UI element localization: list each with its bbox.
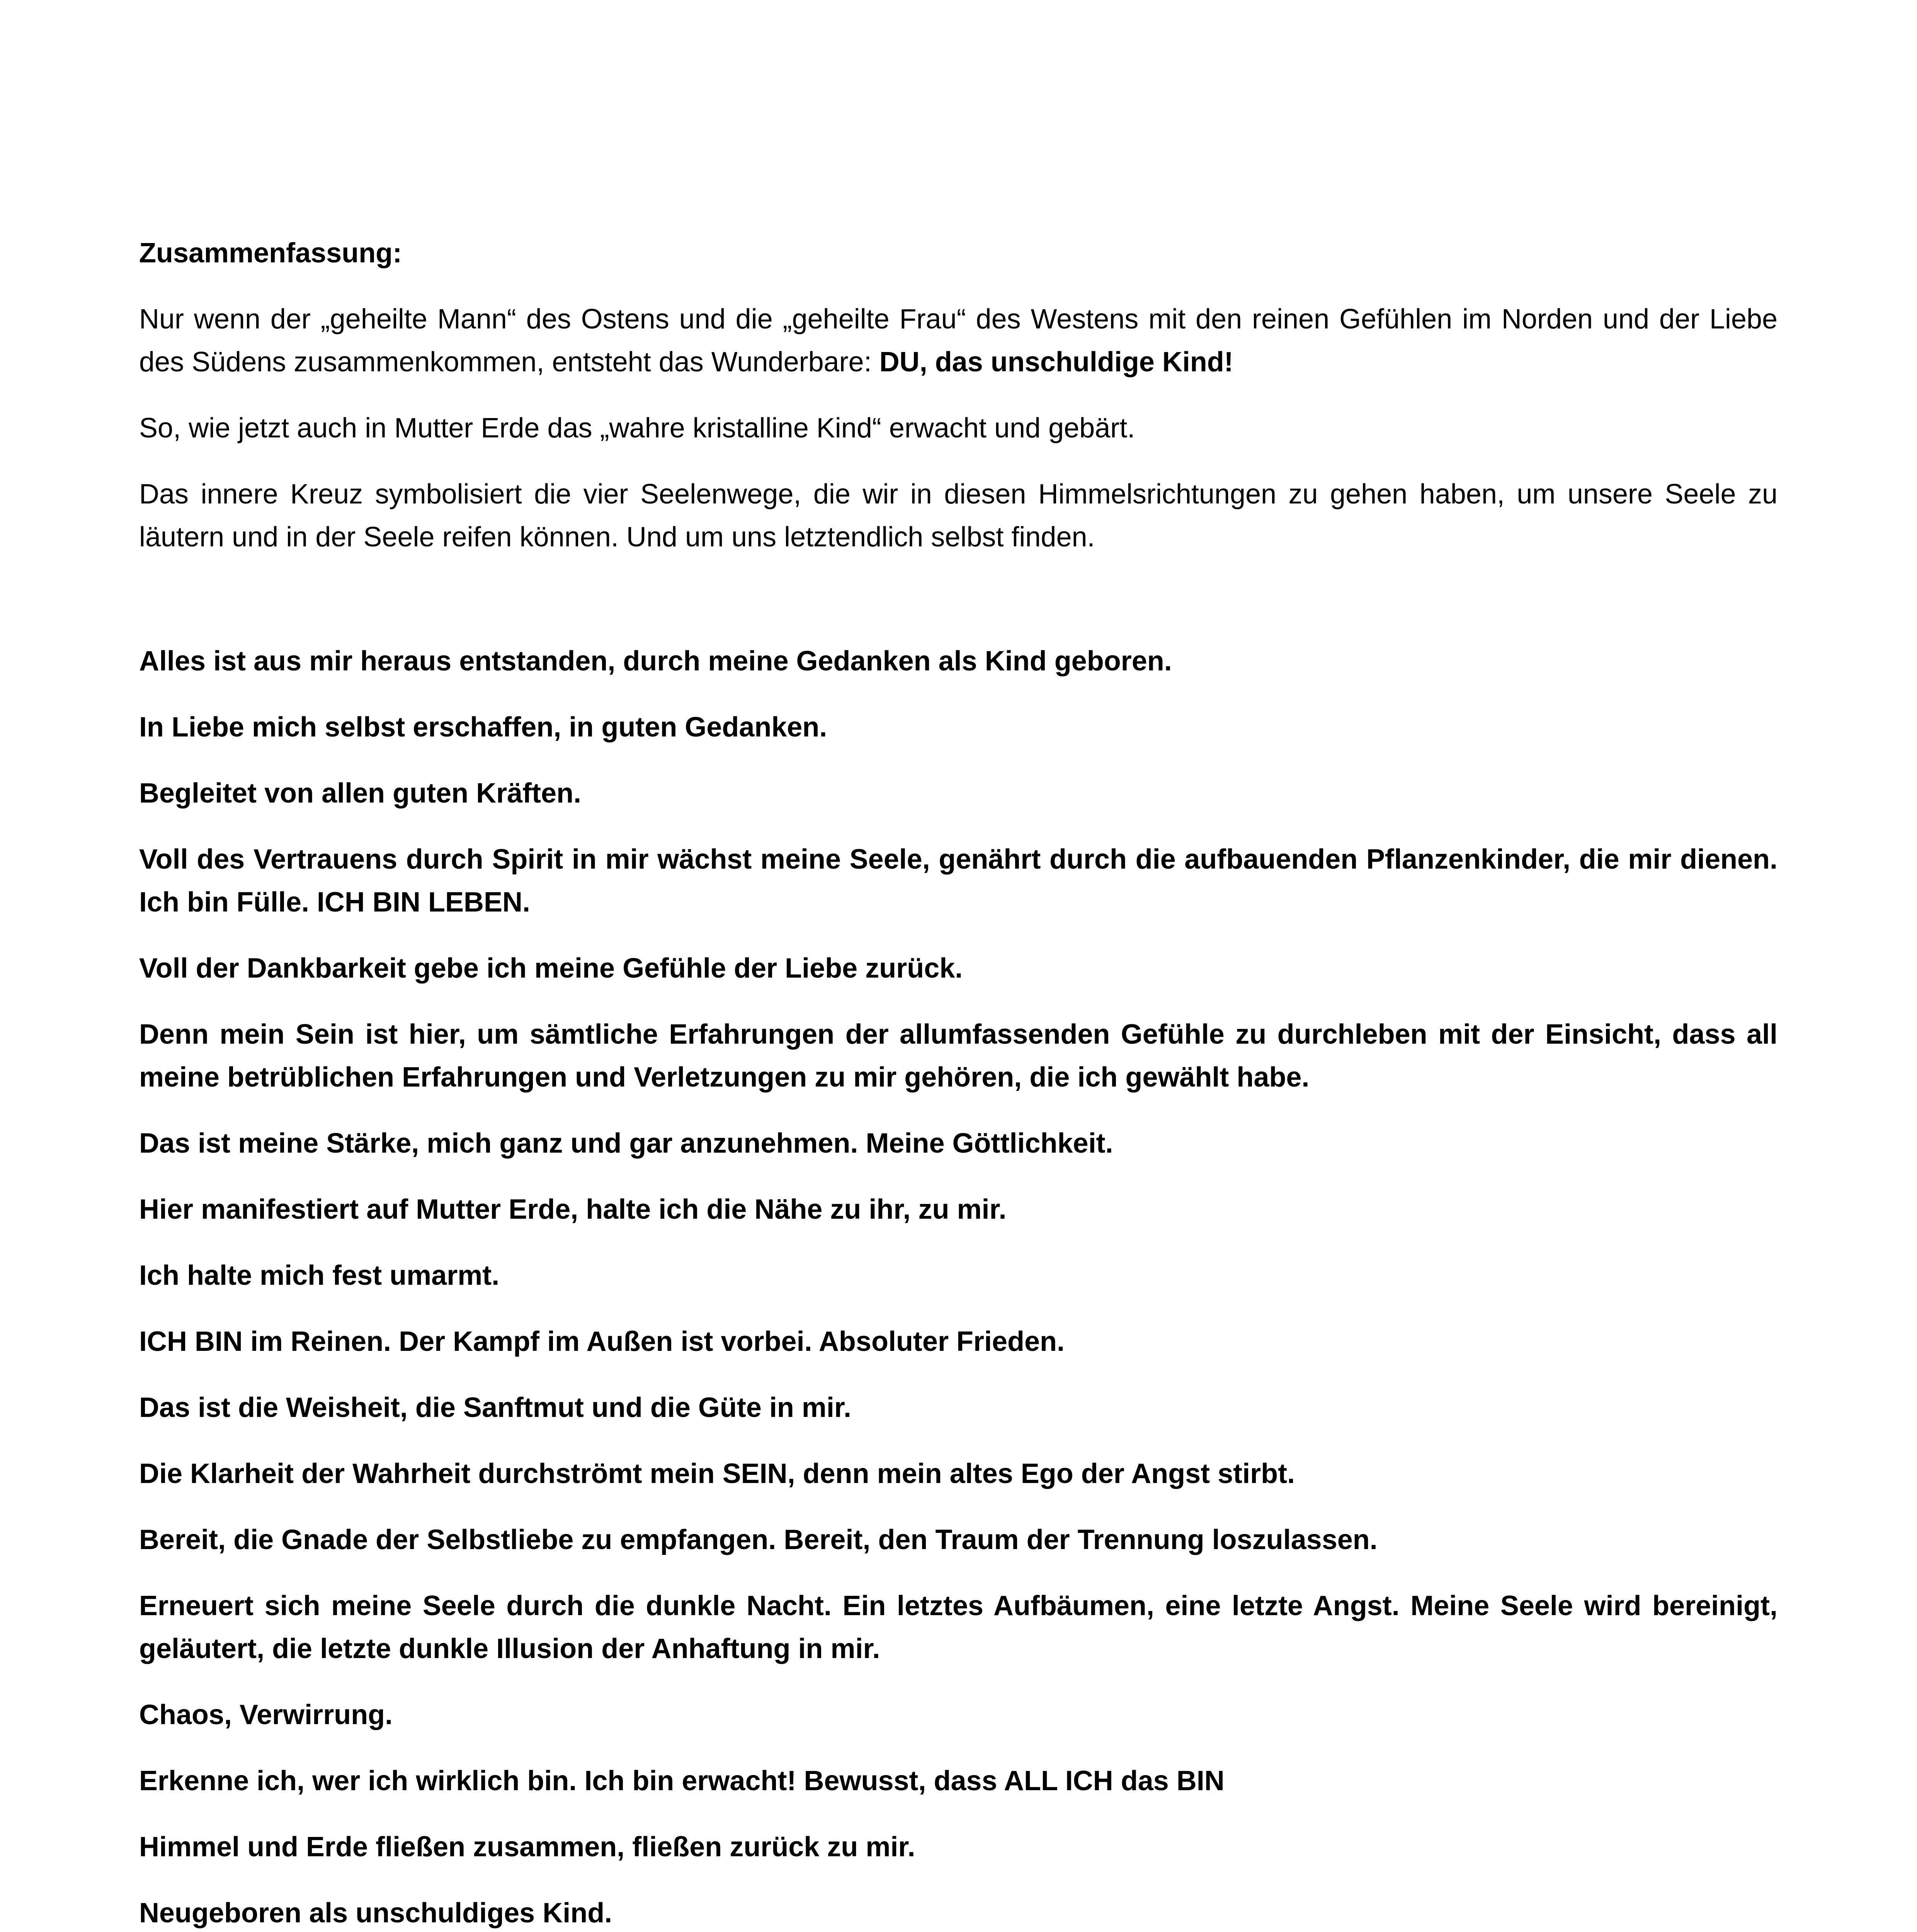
affirmation-line: Neugeboren als unschuldiges Kind. (139, 1898, 612, 1929)
affirmation-line: Voll des Vertrauens durch Spirit in mir wächst meine Seele, genährt durch die aufbauenden Pflanzenkinder, die mir dienen. Ich bin Fülle. ICH BIN LEBEN. (139, 844, 1778, 918)
affirmation-line: Das ist die Weisheit, die Sanftmut und die Güte in mir. (139, 1392, 851, 1423)
affirmation-line: Erkenne ich, wer ich wirklich bin. Ich bin erwacht! Bewusst, dass ALL ICH das BIN (139, 1765, 1225, 1796)
summary-paragraph-1 (139, 298, 1778, 384)
affirmation-line: Die Klarheit der Wahrheit durchströmt mein SEIN, denn mein altes Ego der Angst stirbt. (139, 1458, 1295, 1489)
section-spacer (139, 582, 1778, 640)
affirmation-line: Das ist meine Stärke, mich ganz und gar anzunehmen. Meine Göttlichkeit. (139, 1128, 1113, 1159)
affirmation-line: Bereit, die Gnade der Selbstliebe zu empfangen. Bereit, den Traum der Trennung loszulassen. (139, 1524, 1378, 1555)
summary-paragraph-3: Das innere Kreuz symbolisiert die vier Seelenwege, die wir in diesen Himmelsrichtungen zu gehen haben, um unsere Seele zu läutern und in der Seele reifen können. Und um uns letztendlich selbst finden. (139, 479, 1778, 553)
summary-paragraph-2: So, wie jetzt auch in Mutter Erde das „wahre kristalline Kind“ erwacht und gebärt. (139, 413, 1135, 444)
affirmation-line: Begleitet von allen guten Kräften. (139, 778, 582, 809)
affirmation-line: Voll der Dankbarkeit gebe ich meine Gefühle der Liebe zurück. (139, 953, 963, 984)
affirmations-block (139, 640, 1778, 1932)
affirmation-line: Chaos, Verwirrung. (139, 1699, 393, 1730)
page-content (139, 232, 1778, 1932)
affirmation-line: Himmel und Erde fließen zusammen, fließen zurück zu mir. (139, 1832, 915, 1862)
affirmation-line: Denn mein Sein ist hier, um sämtliche Erfahrungen der allumfassenden Gefühle zu durchleben mit der Einsicht, dass all meine betrüblichen Erfahrungen und Verletzungen zu mir gehören, die ich gewählt habe. (139, 1019, 1778, 1093)
affirmation-line: Alles ist aus mir heraus entstanden, durch meine Gedanken als Kind geboren. (139, 646, 1172, 677)
affirmation-line: In Liebe mich selbst erschaffen, in guten Gedanken. (139, 712, 827, 743)
summary-paragraph-1-text: Nur wenn der „geheilte Mann“ des Ostens und die „geheilte Frau“ des Westens mit den reinen Gefühlen im Norden und der Liebe des Südens zusammenkommen, entsteht das Wunderbare: (139, 304, 1778, 378)
summary-paragraph-1-emphasis: DU, das unschuldige Kind! (879, 347, 1233, 378)
summary-heading: Zusammenfassung: (139, 238, 402, 269)
affirmation-line: Erneuert sich meine Seele durch die dunkle Nacht. Ein letztes Aufbäumen, eine letzte Angst. Meine Seele wird bereinigt, geläutert, die letzte dunkle Illusion der Anhaftung in mir. (139, 1590, 1778, 1664)
affirmation-line: Ich halte mich fest umarmt. (139, 1260, 500, 1291)
affirmation-line: ICH BIN im Reinen. Der Kampf im Außen ist vorbei. Absoluter Frieden. (139, 1326, 1065, 1357)
affirmation-line: Hier manifestiert auf Mutter Erde, halte ich die Nähe zu ihr, zu mir. (139, 1194, 1007, 1225)
